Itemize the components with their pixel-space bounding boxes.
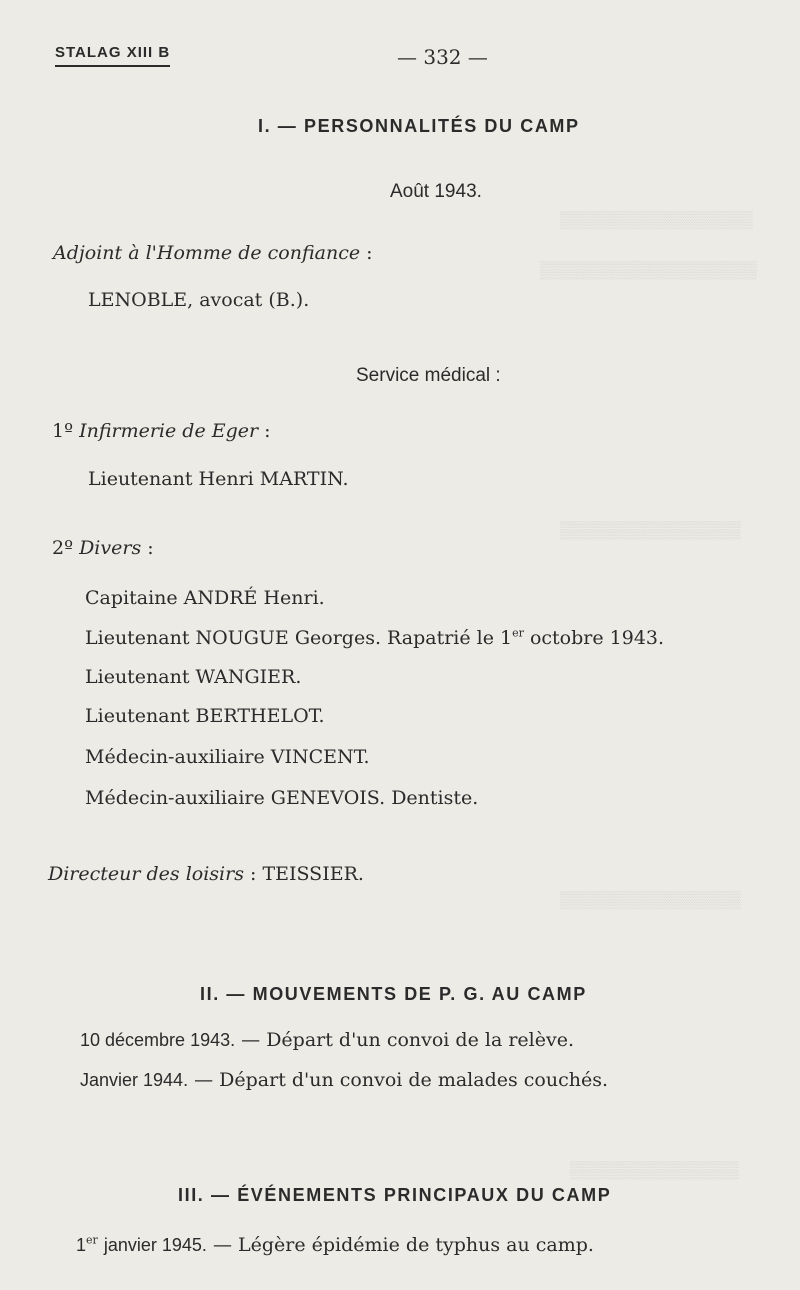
service-medical-heading: Service médical : xyxy=(356,365,501,386)
section-heading-1: I. — PERSONNALITÉS DU CAMP xyxy=(258,116,580,136)
event-date: janvier 1945. xyxy=(103,1235,207,1255)
item-colon: : xyxy=(264,420,271,442)
loisirs-value: : TEISSIER. xyxy=(250,863,364,885)
item-divers xyxy=(52,538,154,559)
item-number: 2º xyxy=(52,537,74,559)
bleed-through-text: ▒▒▒▒▒▒▒▒▒▒▒▒▒▒ xyxy=(570,1160,739,1179)
movement-date: Janvier 1944. xyxy=(80,1070,189,1090)
bleed-through-text: ▒▒▒▒▒▒▒▒▒▒▒▒▒▒▒ xyxy=(560,520,741,539)
person-entry: Médecin-auxiliaire GENEVOIS. Dentiste. xyxy=(85,787,479,809)
person-entry: Lieutenant Henri MARTIN. xyxy=(88,468,349,490)
person-entry: Médecin-auxiliaire VINCENT. xyxy=(85,746,370,768)
movement-entry xyxy=(80,1070,608,1091)
person-entry: Capitaine ANDRÉ Henri. xyxy=(85,587,325,609)
loisirs-line xyxy=(48,864,364,885)
person-text: Lieutenant NOUGUE Georges. Rapatrié le xyxy=(85,627,494,649)
item-number: 1º xyxy=(52,420,74,442)
event-text: — Légère épidémie de typhus au camp. xyxy=(212,1234,594,1256)
adjoint-name: LENOBLE, avocat (B.). xyxy=(88,289,310,311)
person-entry: Lieutenant WANGIER. xyxy=(85,666,302,688)
item-label: Infirmerie de Eger xyxy=(79,420,259,442)
person-entry-nougue xyxy=(85,628,664,649)
adjoint-line xyxy=(53,243,373,264)
section-heading-3: III. — ÉVÉNEMENTS PRINCIPAUX DU CAMP xyxy=(178,1185,612,1205)
person-entry: Lieutenant BERTHELOT. xyxy=(85,705,325,727)
page-number: — 332 — xyxy=(397,45,488,69)
movement-text: — Départ d'un convoi de malades couchés. xyxy=(194,1069,609,1091)
movement-date: 10 décembre 1943. xyxy=(80,1030,236,1050)
ordinal-suffix: er xyxy=(512,626,524,640)
item-colon: : xyxy=(147,537,154,559)
running-title: STALAG XIII B xyxy=(55,45,170,67)
movement-entry xyxy=(80,1030,574,1051)
date-rest: octobre 1943. xyxy=(529,627,665,649)
item-infirmerie xyxy=(52,421,271,442)
section-date: Août 1943. xyxy=(390,181,482,202)
event-day: 1 xyxy=(76,1235,87,1255)
loisirs-label: Directeur des loisirs xyxy=(48,863,244,885)
event-entry xyxy=(76,1235,594,1256)
day-number: 1 xyxy=(500,627,513,649)
adjoint-label: Adjoint à l'Homme de confiance xyxy=(53,242,361,264)
section-heading-2: II. — MOUVEMENTS DE P. G. AU CAMP xyxy=(200,984,587,1004)
ordinal-suffix: er xyxy=(86,1233,98,1247)
movement-text: — Départ d'un convoi de la relève. xyxy=(241,1029,574,1051)
item-label: Divers xyxy=(79,537,142,559)
bleed-through-text: ▒▒▒▒▒▒▒▒▒▒▒▒▒▒▒ xyxy=(560,890,741,909)
bleed-through-text: ▒▒▒▒▒▒▒▒▒▒▒▒▒▒▒▒▒▒ xyxy=(540,260,757,279)
adjoint-colon: : xyxy=(366,242,373,264)
bleed-through-text: ▒▒▒▒▒▒▒▒▒▒▒▒▒▒▒▒ xyxy=(560,210,753,229)
